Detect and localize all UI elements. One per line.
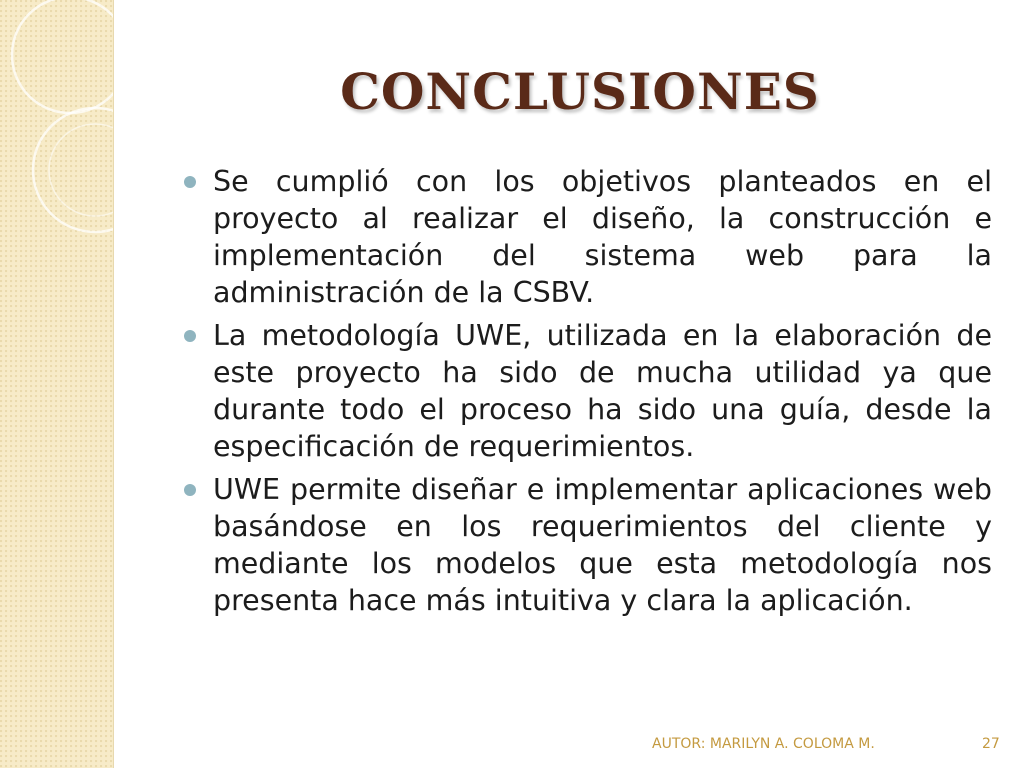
bullet-icon <box>184 176 196 188</box>
slide-title: CONCLUSIONES <box>340 62 820 121</box>
bullet-text: Se cumplió con los objetivos planteados en el proyecto al realizar el diseño, la construcción e implementación del sistema web para la administración de la CSBV. <box>213 165 992 309</box>
bullet-item <box>178 471 992 619</box>
footer-author: AUTOR: MARILYN A. COLOMA M. <box>652 736 875 752</box>
bullet-icon <box>184 484 196 496</box>
bullet-item <box>178 317 992 465</box>
bullet-item <box>178 163 992 311</box>
bullet-icon <box>184 330 196 342</box>
decorative-circles <box>0 0 113 768</box>
bullet-list <box>178 163 992 625</box>
bullet-text: La metodología UWE, utilizada en la elaboración de este proyecto ha sido de mucha utilidad ya que durante todo el proceso ha sido una guía, desde la especificación de requerimientos. <box>213 319 992 463</box>
decorative-side-panel <box>0 0 114 768</box>
page-number: 27 <box>982 736 1000 752</box>
bullet-text: UWE permite diseñar e implementar aplicaciones web basándose en los requerimientos del cliente y mediante los modelos que esta metodología nos presenta hace más intuitiva y clara la aplicación. <box>213 473 992 617</box>
